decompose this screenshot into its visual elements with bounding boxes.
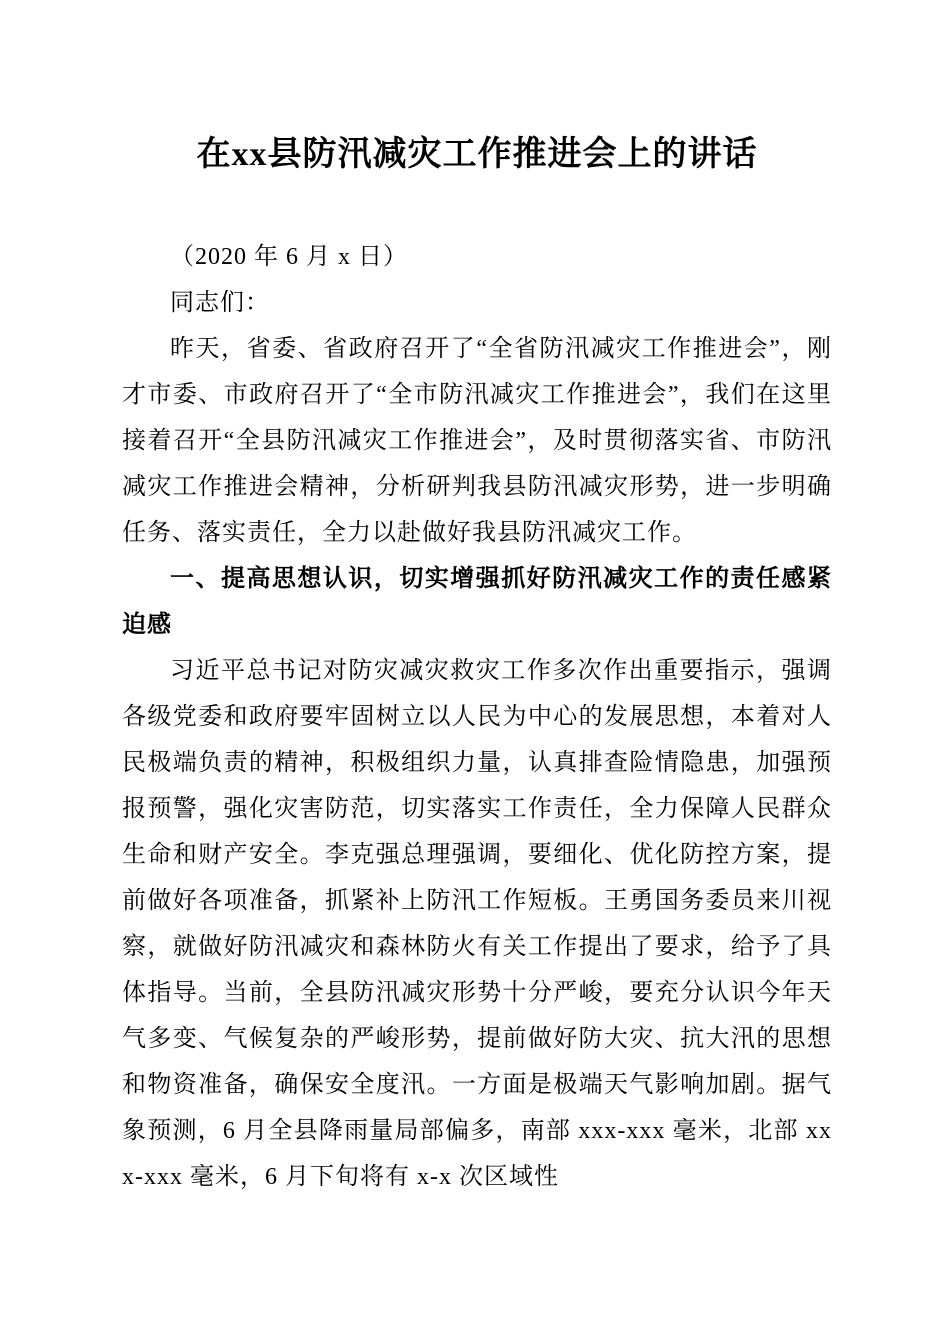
paragraph-section-1-body: 习近平总书记对防灾减灾救灾工作多次作出重要指示，强调各级党委和政府要牢固树立以人民为中心的发展思想，本着对人民极端负责的精神，积极组织力量，认真排查险情隐患，加强预报预警，强化灾害防范，切实落实工作责任，全力保障人民群众生命和财产安全。李克强总理强调，要细化、优化防控方案，提前做好各项准备，抓紧补上防汛工作短板。王勇国务委员来川视察，就做好防汛减灾和森林防火有关工作提出了要求，给予了具体指导。当前，全县防汛减灾形势十分严峻，要充分认识今年天气多变、气候复杂的严峻形势，提前做好防大灾、抗大汛的思想和物资准备，确保安全度汛。一方面是极端天气影响加剧。据气象预测，6 月全县降雨量局部偏多，南部 xxx-xxx 毫米，北部 xxx-xxx 毫米，6 月下旬将有 x-x 次区域性 <box>122 658 832 1190</box>
section-heading-1: 一、提高思想认识，切实增强抓好防汛减灾工作的责任感紧迫感 <box>122 565 832 638</box>
date-line: （2020 年 6 月 x 日） <box>170 244 408 270</box>
document-title: 在xx县防汛减灾工作推进会上的讲话 <box>196 136 758 173</box>
paragraph-intro: 昨天，省委、省政府召开了“全省防汛减灾工作推进会”，刚才市委、市政府召开了“全市防汛减灾工作推进会”，我们在这里接着召开“全县防汛减灾工作推进会”，及时贯彻落实省、市防汛减灾工作推进会精神，分析研判我县防汛减灾形势，进一步明确任务、落实责任，全力以赴做好我县防汛减灾工作。 <box>122 336 832 546</box>
salutation: 同志们： <box>170 290 270 316</box>
